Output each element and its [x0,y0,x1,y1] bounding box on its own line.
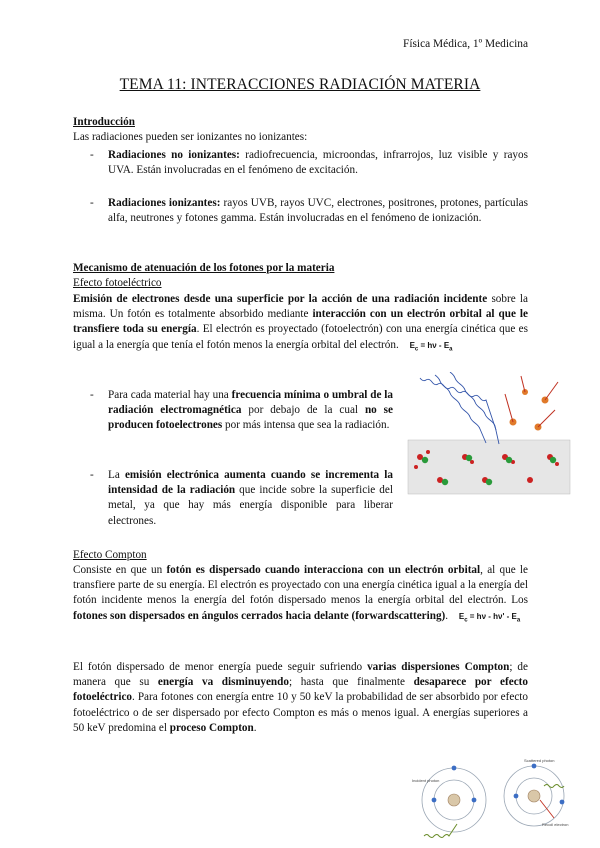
page-title: TEMA 11: INTERACCIONES RADIACIÓN MATERIA [119,76,481,93]
nucleus-right [528,790,540,802]
compton-heading: Efecto Compton [73,549,147,561]
photoelectric-paragraph: Emisión de electrones desde una superficie por la acción de una radiación incidente sobre la misma. Un fotón es totalmente absorbido mediante interacción con un electrón orbital al que le transfiere toda su energía. El electrón es proyectado (fotoelectrón) con una energía cinética que es igual a la energía que tenía el fotón menos la energía orbital del electrón. $E_c = h\nu - E_a$ [73,292,528,357]
photoelectric-formula: $E_c = h\nu - E_a$ [409,340,453,353]
photoelectric-figure [405,372,575,504]
label-recoil: Recoil electron [542,822,569,827]
page-header: Física Médica, 1º Medicina [403,38,528,50]
incident-photon-path [424,824,457,838]
intro-item-ionizing: - Radiaciones ionizantes: rayos UVB, rayos UVC, electrones, positrones, protones, partículas alfa, neutrones y fotones gamma. Están involucradas en el fenómeno de ionización. [90,197,528,225]
intro-item-non-ionizing: - Radiaciones no ionizantes: radiofrecuencia, microondas, infrarrojos, luz visible y rayos UVA. Están involucradas en el fenómeno de excitación. [90,149,528,177]
photoelectric-bullet-intensity: - La emisión electrónica aumenta cuando se incrementa la intensidad de la radiación que incide sobre la superficie del metal, ya que hay más energía disponible para liberar electrones. [90,469,393,527]
nucleus-left [448,794,460,806]
compton-paragraph-1: Consiste en que un fotón es dispersado cuando interacciona con un electrón orbital, al que le transfiere parte de su energía. El electrón es proyectado con una energía cinética igual a la energía del fotón incidente menos la energía del fotón dispersado menos la energía orbital del electrón. Los fotones son dispersados en ángulos cerrados hacia delante (forwardscattering). $E_c = h\nu - h\nu' - E_a$ [73,563,528,628]
compton-paragraph-2: El fotón dispersado de menor energía puede seguir sufriendo varias dispersiones Compton; de manera que su energía va disminuyendo; hasta que finalmente desaparece por efecto fotoeléctrico. Para fotones con energía entre 10 y 50 keV la probabilidad de ser absorbido por efecto fotoeléctrico o de ser dispersado por efecto Compton es más o menos igual. A energías superiores a 50 keV predomina el proceso Compton. [73,661,528,734]
intro-heading: Introducción [73,116,135,128]
photoelectric-heading: Efecto fotoeléctrico [73,277,162,289]
emitted-electrons [510,389,549,431]
label-incident: Incident photon [412,778,440,783]
compton-figure [412,756,577,840]
scattered-photon-path [544,785,564,788]
metal-surface [408,440,570,494]
label-scattered: Scattered photon [524,758,555,763]
compton-formula: $E_c = h\nu - h\nu' - E_a$ [458,611,521,624]
recoil-electron-path [540,800,554,818]
photoelectric-bullet-threshold: - Para cada material hay una frecuencia mínima o umbral de la radiación electromagnética por debajo de la cual no se producen fotoelectrones por más intensa que sea la radiación. [90,389,394,432]
intro-lead: Las radiaciones pueden ser ionizantes no ionizantes: [73,131,308,143]
incident-photon-waves [420,372,499,444]
mechanism-heading: Mecanismo de atenuación de los fotones por la materia [73,262,335,274]
